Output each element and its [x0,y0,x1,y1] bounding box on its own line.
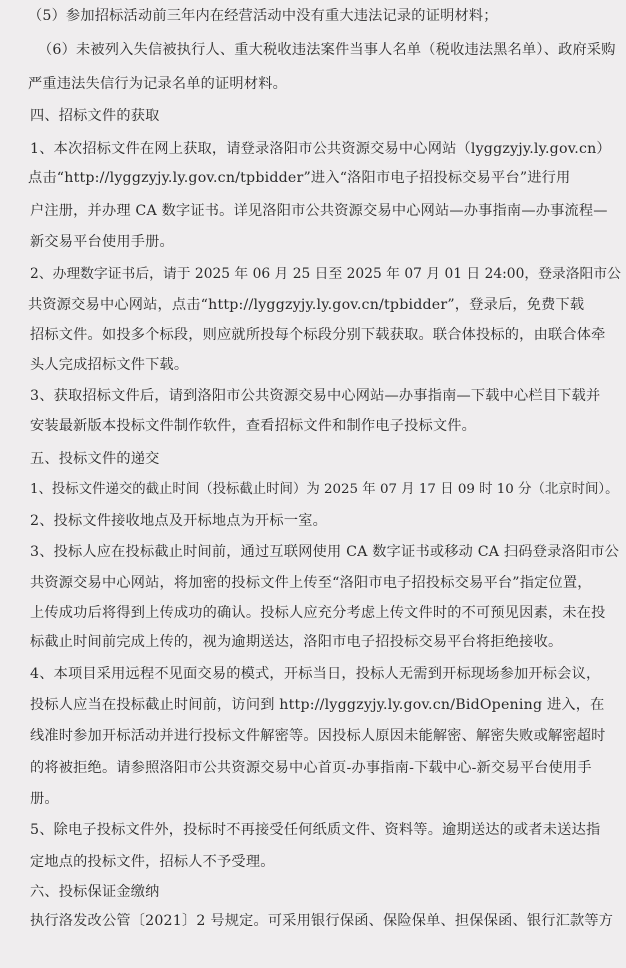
text-line: 2、办理数字证书后，请于 2025 年 06 月 25 日至 2025 年 07 月 01 日 24:00，登录洛阳市公 [30,266,621,282]
text-line: 标截止时间前完成上传的，视为逾期送达，洛阳市电子招投标交易平台将拒绝接收。 [30,634,563,650]
text-line: 户注册，并办理 CA 数字证书。详见洛阳市公共资源交易中心网站—办事指南—办事流程— [30,203,608,219]
text-line: 执行洛发改公管〔2021〕2 号规定。可采用银行保函、保险保单、担保保函、银行汇款等方 [30,913,614,929]
text-line: （6）未被列入失信被执行人、重大税收违法案件当事人名单（税收违法黑名单）、政府采购 [38,42,616,58]
text-line: 3、获取招标文件后，请到洛阳市公共资源交易中心网站—办事指南—下载中心栏目下载并 [30,388,601,404]
text-line: 1、本次招标文件在网上获取，请登录洛阳市公共资源交易中心网站（lyggzyjy.ly.gov.cn） [30,141,611,157]
text-line: 的将被拒绝。请参照洛阳市公共资源交易中心首页-办事指南-下载中心-新交易平台使用手 [30,760,592,776]
text-line: 定地点的投标文件，招标人不予受理。 [30,854,275,870]
text-line: 点击“http://lyggzyjy.ly.gov.cn/tpbidder”进入“洛阳市电子招投标交易平台”进行用 [28,170,571,186]
section-heading: 四、招标文件的获取 [30,108,160,124]
text-line: 线准时参加开标活动并进行投标文件解密等。因投标人原因未能解密、解密失败或解密超时 [30,728,606,744]
text-line: 5、除电子投标文件外，投标时不再接受任何纸质文件、资料等。逾期送达的或者未送达指 [30,822,601,838]
text-line: 3、投标人应在投标截止时间前，通过互联网使用 CA 数字证书或移动 CA 扫码登录洛阳市公 [30,544,620,560]
text-line: 共资源交易中心网站，将加密的投标文件上传至“洛阳市电子招投标交易平台”指定位置， [30,575,592,591]
text-line: 严重违法失信行为记录名单的证明材料。 [28,76,287,92]
text-line: 册。 [30,791,59,807]
text-line: 安装最新版本投标文件制作软件，查看招标文件和制作电子投标文件。 [30,418,477,434]
text-line: 上传成功后将得到上传成功的确认。投标人应充分考虑上传文件时的不可预见因素，未在投 [30,605,606,621]
text-line: 投标人应当在投标截止时间前，访问到 http://lyggzyjy.ly.gov.cn/BidOpening 进入，在 [30,697,605,713]
text-line: 共资源交易中心网站，点击“http://lyggzyjy.ly.gov.cn/tpbidder”，登录后，免费下载 [28,297,585,313]
text-line: 招标文件。如投多个标段，则应就所投每个标段分别下载获取。联合体投标的，由联合体牵 [30,327,606,343]
text-line: 2、投标文件接收地点及开标地点为开标一室。 [30,513,327,529]
section-heading: 五、投标文件的递交 [30,451,160,467]
section-heading: 六、投标保证金缴纳 [30,884,160,900]
text-line: （5）参加招标活动前三年内在经营活动中没有重大违法记录的证明材料； [28,8,498,24]
text-line: 头人完成招标文件下载。 [30,357,189,373]
text-line: 1、投标文件递交的截止时间（投标截止时间）为 2025 年 07 月 17 日 09 时 10 分（北京时间）。 [30,482,619,497]
text-line: 4、本项目采用远程不见面交易的模式，开标当日，投标人无需到开标现场参加开标会议， [30,666,601,682]
text-line: 新交易平台使用手册。 [30,234,174,250]
